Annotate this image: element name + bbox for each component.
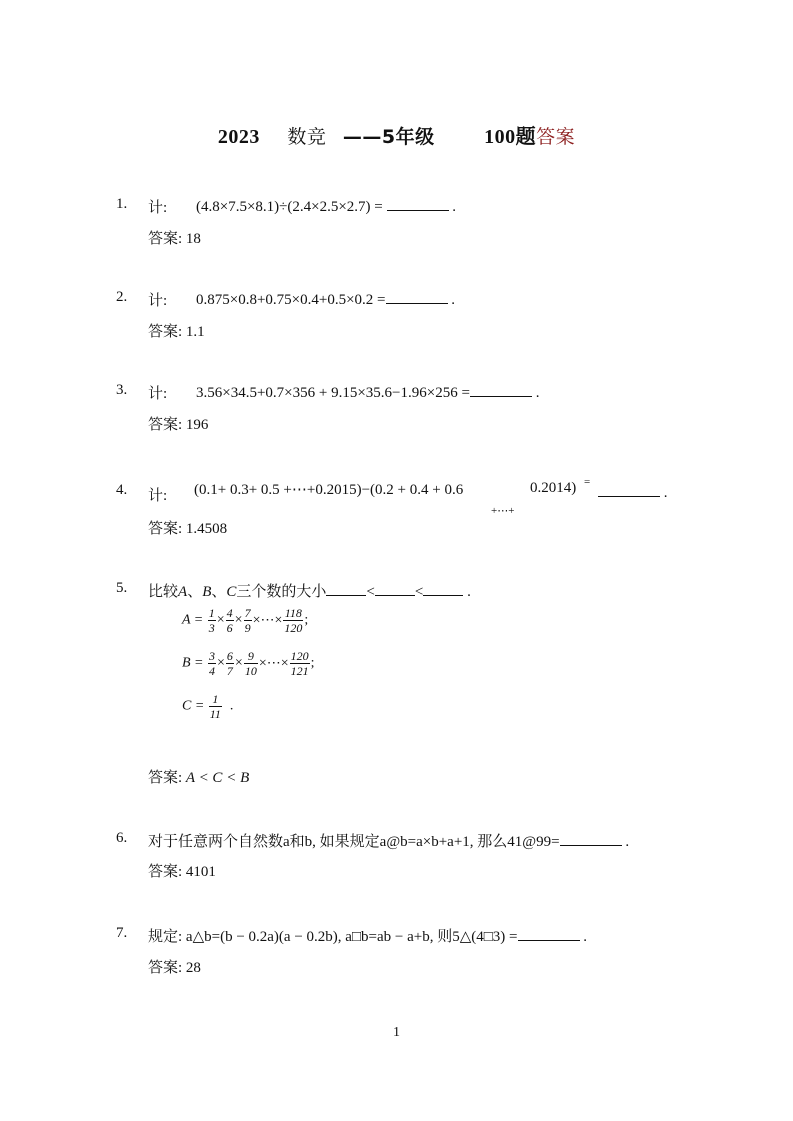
- title-year: 2023: [217, 126, 260, 148]
- answer-line: [148, 320, 205, 341]
- question-number: 7.: [116, 925, 128, 941]
- fraction: [283, 606, 303, 635]
- period: .: [229, 698, 234, 714]
- denominator: 120: [284, 621, 303, 635]
- answer-blank: [375, 581, 415, 596]
- variable-a: A: [178, 584, 188, 600]
- answer-blank: [560, 831, 622, 846]
- numerator: 120: [290, 649, 309, 663]
- answer-value: 1.4508: [185, 521, 228, 537]
- question-expression: [196, 382, 539, 402]
- answer-value: 1.1: [185, 324, 205, 340]
- answer-line: [148, 860, 216, 881]
- variable-c: C: [226, 584, 237, 600]
- answer-blank: [386, 289, 448, 304]
- ellipsis: ×⋯×: [258, 656, 289, 671]
- numerator: 6: [226, 649, 233, 663]
- fraction: [244, 606, 252, 635]
- prompt-text: 三个数的大小: [236, 584, 327, 600]
- formula-line-c: [182, 692, 233, 721]
- question-prompt: [148, 580, 471, 601]
- separator: 、: [211, 584, 227, 600]
- formula-lhs: A =: [182, 612, 204, 628]
- question-label: 计:: [148, 386, 168, 402]
- denominator: 7: [226, 664, 233, 678]
- period: .: [467, 584, 471, 600]
- period: .: [663, 485, 668, 501]
- period: .: [451, 292, 456, 308]
- expression-text: 对于任意两个自然数a和b, 如果规定a@b=a×b+a+1, 那么41@99=: [148, 834, 560, 850]
- expression-text: 0.875×0.8+0.75×0.4+0.5×0.2 =: [196, 292, 386, 308]
- denominator: 121: [290, 664, 309, 678]
- answer-value: 4101: [185, 864, 216, 880]
- answer-label: 答案:: [148, 417, 183, 433]
- answer-label: 答案:: [148, 960, 183, 976]
- numerator: 9: [244, 649, 258, 664]
- fraction: [208, 606, 216, 635]
- answer-label: 答案:: [148, 324, 183, 340]
- semicolon: ;: [304, 612, 309, 628]
- period: .: [583, 929, 587, 945]
- numerator: 4: [226, 606, 233, 620]
- page-title: [0, 120, 793, 149]
- expression-text: 3.56×34.5+0.7×356 + 9.15×35.6−1.96×256 =: [196, 385, 470, 401]
- fraction: [244, 649, 258, 678]
- numerator: 7: [244, 606, 251, 620]
- question-expression: [196, 196, 456, 216]
- answer-value: A < C < B: [185, 770, 250, 786]
- question-expression: [148, 925, 587, 946]
- denominator: 10: [244, 664, 257, 678]
- question-label: 计:: [148, 488, 168, 504]
- denominator: 9: [244, 621, 251, 635]
- ellipsis: ×⋯×: [252, 613, 283, 628]
- title-grade: ——5年级: [342, 126, 435, 148]
- question-blank-line: [598, 482, 668, 502]
- fraction: [208, 649, 216, 678]
- expression-continuation: 0.2014): [530, 480, 577, 496]
- question-number: 3.: [116, 382, 128, 398]
- formula-line-b: B = $\frac{3}{4}$ × $\frac{6}{7}$ × $\frac{9}{10}$ ×⋯× $\frac{120}{121}$ ;: [182, 649, 315, 678]
- answer-value: 28: [185, 960, 201, 976]
- separator: 、: [187, 584, 203, 600]
- expression-text: (4.8×7.5×8.1)÷(2.4×2.5×2.7) =: [196, 199, 383, 215]
- question-number: 2.: [116, 289, 128, 305]
- expression-equals: =: [584, 476, 591, 488]
- numerator: 1: [209, 692, 222, 707]
- answer-line: [148, 956, 201, 977]
- formula-lhs: C =: [182, 698, 205, 714]
- answer-line: [148, 413, 208, 434]
- question-number: 6.: [116, 830, 128, 846]
- page-number: 1: [393, 1025, 400, 1040]
- denominator: 3: [208, 621, 215, 635]
- expression-subscript: +⋯+: [491, 505, 515, 517]
- period: .: [535, 385, 540, 401]
- answer-blank: [470, 382, 532, 397]
- answer-blank: [598, 482, 660, 497]
- numerator: 3: [209, 649, 215, 663]
- expression-text: 规定: a△b=(b − 0.2a)(a − 0.2b), a□b=ab − a+b, 则5△(4□3) =: [148, 929, 518, 945]
- formula-lhs: B =: [182, 655, 204, 671]
- fraction: [290, 649, 310, 678]
- answer-line: [148, 766, 249, 787]
- question-number: 1.: [116, 196, 128, 212]
- period: .: [452, 199, 457, 215]
- question-label: 计:: [148, 293, 168, 309]
- answer-label: 答案:: [148, 231, 183, 247]
- answer-label: 答案:: [148, 521, 183, 537]
- fraction: [226, 606, 234, 635]
- prompt-text: 比较: [148, 584, 179, 600]
- question-expression: [148, 830, 629, 851]
- answer-line: [148, 227, 201, 248]
- question-number: 4.: [116, 482, 128, 498]
- answer-label: 答案:: [148, 770, 183, 786]
- numerator: 118: [284, 606, 302, 620]
- numerator: 1: [208, 606, 215, 620]
- answer-value: 18: [185, 231, 201, 247]
- answer-line: [148, 517, 227, 538]
- formula-line-a: A = $\frac{1}{3}$ × $\frac{4}{6}$ × $\frac{7}{9}$ ×⋯× $\frac{118}{120}$ ;: [182, 606, 309, 635]
- title-subject: 数竞: [287, 126, 327, 148]
- title-count: 100题: [484, 126, 537, 148]
- answer-value: 196: [185, 417, 209, 433]
- denominator: 6: [226, 621, 233, 635]
- question-label: 计:: [148, 200, 168, 216]
- answer-blank: [518, 926, 580, 941]
- answer-blank: [326, 581, 366, 596]
- answer-blank: [423, 581, 463, 596]
- question-number: 5.: [116, 580, 128, 596]
- question-expression: (0.1+ 0.3+ 0.5 +⋯+0.2015)−(0.2 + 0.4 + 0.6: [194, 482, 464, 498]
- variable-b: B: [202, 584, 212, 600]
- answer-blank: [387, 196, 449, 211]
- denominator: 11: [209, 707, 221, 721]
- less-than: <: [414, 584, 424, 600]
- answer-label: 答案:: [148, 864, 183, 880]
- title-answer-word: 答案: [536, 126, 576, 148]
- period: .: [625, 834, 630, 850]
- denominator: 4: [209, 664, 215, 678]
- question-expression: [196, 289, 455, 309]
- semicolon: ;: [310, 655, 315, 671]
- fraction: [209, 692, 222, 721]
- less-than: <: [366, 584, 375, 600]
- fraction: [226, 649, 234, 678]
